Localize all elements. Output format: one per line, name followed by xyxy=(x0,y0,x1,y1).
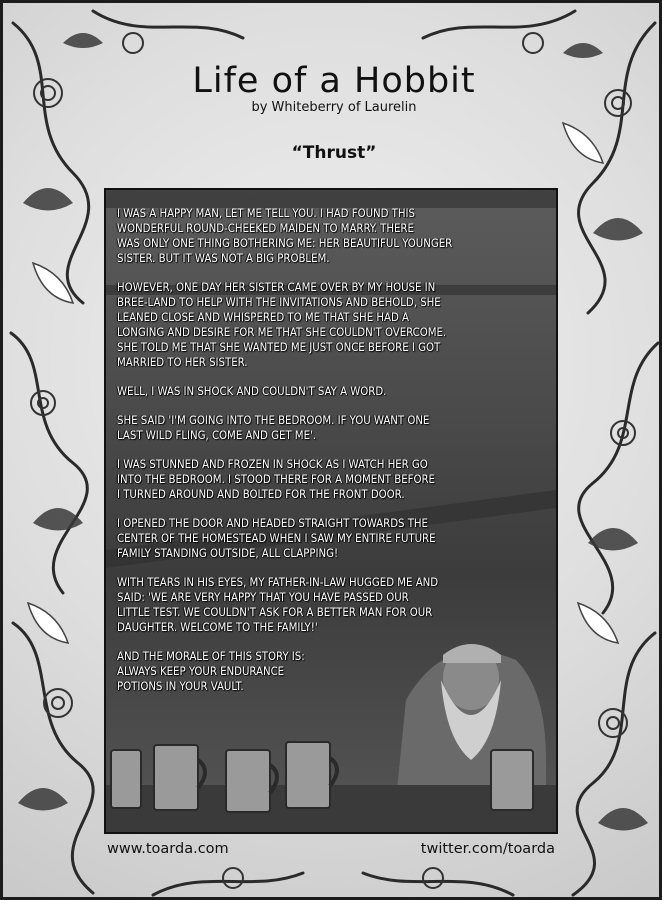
story-paragraph: I WAS STUNNED AND FROZEN IN SHOCK AS I WATCH HER GO INTO THE BEDROOM. I STOOD THERE FOR A MOMENT BEFORE I TURNED AROUND AND BOLTED FOR THE FRONT DOOR. xyxy=(117,458,435,501)
story-paragraph: WELL, I WAS IN SHOCK AND COULDN'T SAY A WORD. xyxy=(117,385,387,398)
comic-panel xyxy=(104,188,558,834)
story-text xyxy=(117,206,553,708)
story-paragraph: WITH TEARS IN HIS EYES, MY FATHER-IN-LAW HUGGED ME AND SAID: 'WE ARE VERY HAPPY THAT YOU HAVE PASSED OUR LITTLE TEST. WE COULDN'T ASK FOR A BETTER MAN FOR OUR DAUGHTER. WELCOME TO THE FAMILY!' xyxy=(117,576,439,634)
story-paragraph: I WAS A HAPPY MAN, LET ME TELL YOU. I HAD FOUND THIS WONDERFUL ROUND-CHEEKED MAIDEN TO MARRY. THERE WAS ONLY ONE THING BOTHERING ME: HER BEAUTIFUL YOUNGER SISTER. BUT IT WAS NOT A BIG PROBLEM. xyxy=(117,207,453,265)
story-paragraph: HOWEVER, ONE DAY HER SISTER CAME OVER BY MY HOUSE IN BREE-LAND TO HELP WITH THE INVITATIONS AND BEHOLD, SHE LEANED CLOSE AND WHISPERED TO ME THAT SHE HAD A LONGING AND DESIRE FOR ME THAT SHE COULDN'T OVERCOME. SHE TOLD ME THAT SHE WANTED ME JUST ONCE BEFORE I GOT MARRIED TO HER SISTER. xyxy=(117,281,447,369)
story-paragraph: SHE SAID 'I'M GOING INTO THE BEDROOM. IF YOU WANT ONE LAST WILD FLING, COME AND GET ME'. xyxy=(117,414,430,442)
story-paragraph: AND THE MORALE OF THIS STORY IS: ALWAYS KEEP YOUR ENDURANCE POTIONS IN YOUR VAULT. xyxy=(117,650,305,693)
author-byline: by Whiteberry of Laurelin xyxy=(251,100,417,115)
strip-title: “Thrust” xyxy=(291,143,377,163)
twitter-link[interactable]: twitter.com/toarda xyxy=(420,841,555,857)
page-title: Life of a Hobbit xyxy=(192,61,476,101)
website-link[interactable]: www.toarda.com xyxy=(107,841,229,857)
story-paragraph: I OPENED THE DOOR AND HEADED STRAIGHT TOWARDS THE CENTER OF THE HOMESTEAD WHEN I SAW MY ENTIRE FUTURE FAMILY STANDING OUTSIDE, ALL CLAPPING! xyxy=(117,517,436,560)
